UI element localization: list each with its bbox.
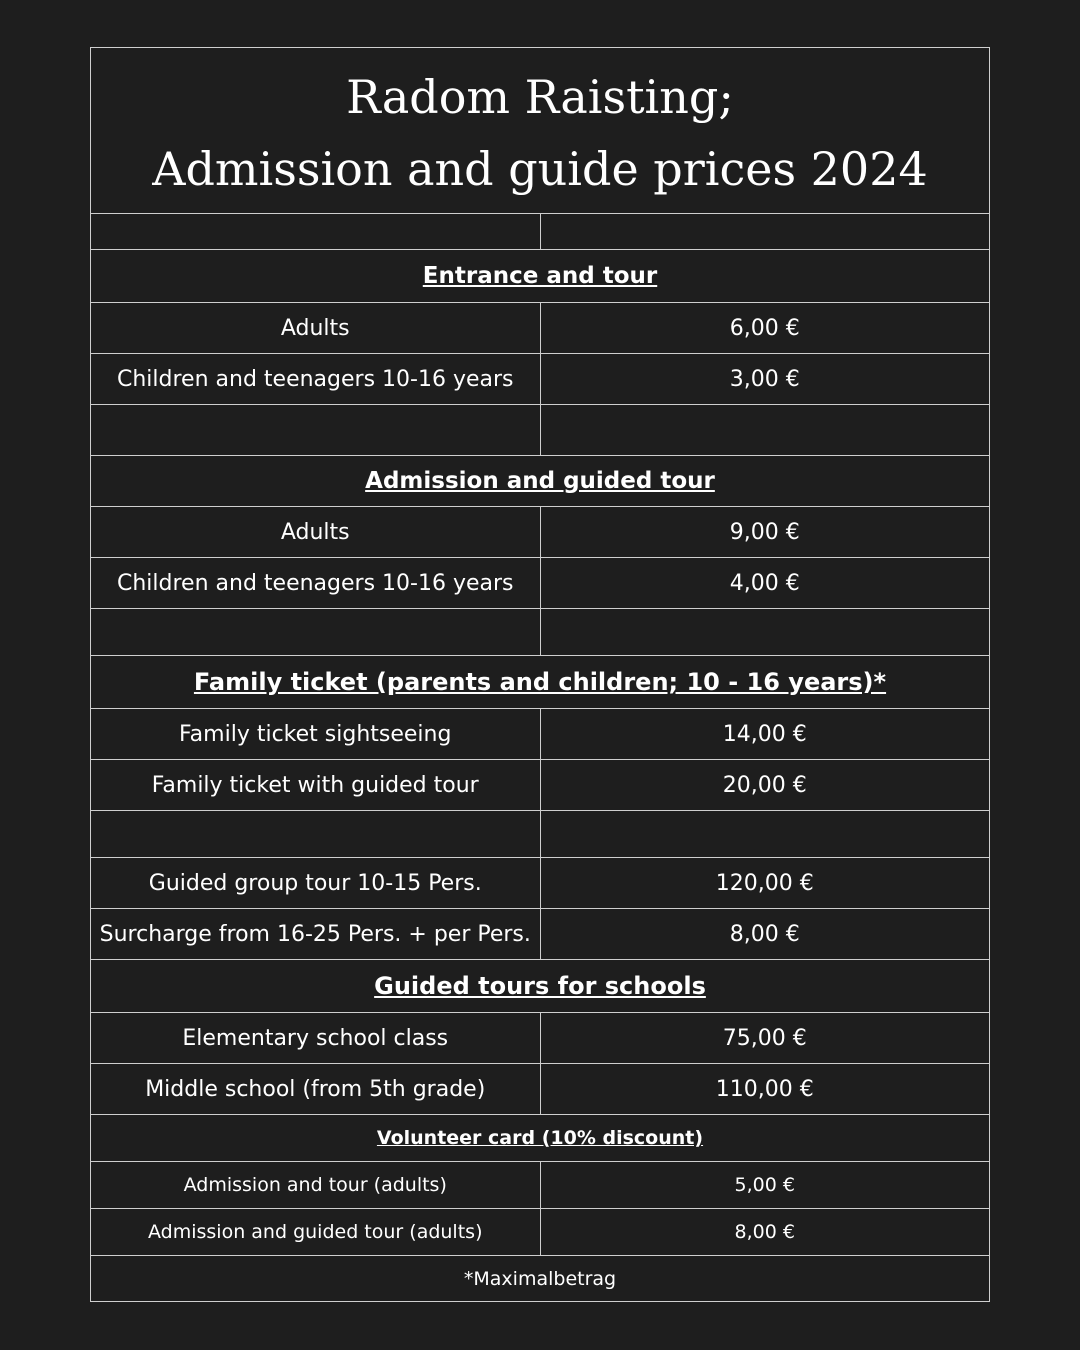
table-row bbox=[91, 709, 989, 760]
row-label: Middle school (from 5th grade) bbox=[91, 1064, 541, 1114]
title-line-1: Radom Raisting; bbox=[346, 69, 734, 124]
section-header-schools bbox=[91, 960, 989, 1013]
row-label: Children and teenagers 10-16 years bbox=[91, 354, 541, 404]
row-price: 4,00 € bbox=[729, 570, 800, 596]
row-price: 5,00 € bbox=[734, 1174, 795, 1196]
section-heading: Entrance and tour bbox=[422, 263, 658, 289]
section-heading: Family ticket (parents and children; 10 - 16 years)* bbox=[193, 668, 887, 696]
empty-row bbox=[91, 405, 989, 456]
empty-row bbox=[91, 214, 989, 250]
row-price: 8,00 € bbox=[729, 921, 800, 947]
table-row bbox=[91, 303, 989, 354]
row-label: Adults bbox=[91, 303, 541, 353]
row-label: Admission and tour (adults) bbox=[91, 1162, 541, 1208]
row-label: Children and teenagers 10-16 years bbox=[91, 558, 541, 608]
table-row bbox=[91, 909, 989, 960]
table-row bbox=[91, 1064, 989, 1115]
empty-row bbox=[91, 609, 989, 656]
table-row bbox=[91, 1162, 989, 1209]
table-row bbox=[91, 354, 989, 405]
row-price: 14,00 € bbox=[722, 721, 807, 747]
section-header-entrance bbox=[91, 250, 989, 303]
row-price: 8,00 € bbox=[734, 1221, 795, 1243]
section-header-family bbox=[91, 656, 989, 709]
table-row bbox=[91, 858, 989, 909]
section-header-volunteer bbox=[91, 1115, 989, 1162]
row-label: Family ticket with guided tour bbox=[91, 760, 541, 810]
empty-row bbox=[91, 811, 989, 858]
title-line-2: Admission and guide prices 2024 bbox=[152, 141, 928, 196]
row-price: 3,00 € bbox=[729, 366, 800, 392]
row-label: Adults bbox=[91, 507, 541, 557]
table-row bbox=[91, 1013, 989, 1064]
row-price: 110,00 € bbox=[715, 1076, 814, 1102]
price-table bbox=[90, 47, 990, 1302]
row-price: 75,00 € bbox=[722, 1025, 807, 1051]
row-price: 20,00 € bbox=[722, 772, 807, 798]
row-price: 6,00 € bbox=[729, 315, 800, 341]
table-row bbox=[91, 1209, 989, 1256]
table-row bbox=[91, 760, 989, 811]
page-title bbox=[91, 48, 989, 214]
section-heading: Guided tours for schools bbox=[374, 972, 706, 1000]
row-price: 9,00 € bbox=[729, 519, 800, 545]
section-heading: Admission and guided tour bbox=[365, 468, 715, 494]
row-label: Surcharge from 16-25 Pers. + per Pers. bbox=[91, 909, 541, 959]
row-label: Admission and guided tour (adults) bbox=[91, 1209, 541, 1255]
section-header-guided bbox=[91, 456, 989, 507]
table-row bbox=[91, 558, 989, 609]
row-label: Guided group tour 10-15 Pers. bbox=[91, 858, 541, 908]
section-heading: Volunteer card (10% discount) bbox=[376, 1127, 704, 1149]
table-row bbox=[91, 507, 989, 558]
footnote: *Maximalbetrag bbox=[463, 1267, 617, 1290]
row-label: Family ticket sightseeing bbox=[91, 709, 541, 759]
footnote-row bbox=[91, 1256, 989, 1301]
row-label: Elementary school class bbox=[91, 1013, 541, 1063]
row-price: 120,00 € bbox=[715, 870, 814, 896]
